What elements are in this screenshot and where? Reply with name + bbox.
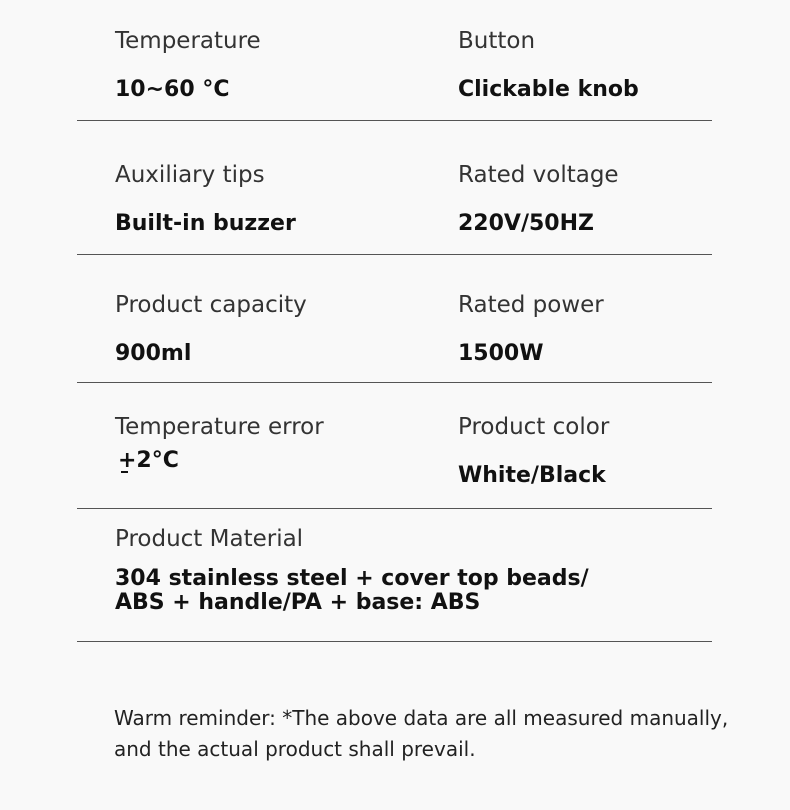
warm-reminder-line-1: Warm reminder: *The above data are all measured manually, — [114, 706, 729, 730]
row-divider — [77, 508, 712, 509]
rated-power-value: 1500W — [458, 341, 544, 366]
product-material-label: Product Material — [115, 526, 304, 552]
auxiliary-tips-value: Built-in buzzer — [115, 211, 296, 236]
product-color-value: White/Black — [458, 463, 606, 488]
temperature-error-label: Temperature error — [115, 414, 324, 440]
row-divider — [77, 382, 712, 383]
warm-reminder — [114, 703, 754, 765]
rated-power-label: Rated power — [458, 292, 604, 318]
rated-voltage-value: 220V/50HZ — [458, 211, 594, 236]
warm-reminder-line-2: and the actual product shall prevail. — [114, 737, 476, 761]
product-material-line-1: 304 stainless steel + cover top beads/ — [115, 566, 589, 591]
plus-minus-underline — [121, 471, 128, 473]
row-divider — [77, 120, 712, 121]
button-value: Clickable knob — [458, 77, 639, 102]
row-divider — [77, 641, 712, 642]
auxiliary-tips-label: Auxiliary tips — [115, 162, 265, 188]
temperature-label: Temperature — [115, 28, 261, 54]
product-material-value — [115, 567, 715, 615]
button-label: Button — [458, 28, 536, 54]
product-color-label: Product color — [458, 414, 610, 440]
rated-voltage-label: Rated voltage — [458, 162, 619, 188]
temperature-value: 10~60 °C — [115, 77, 230, 102]
product-capacity-value: 900ml — [115, 341, 192, 366]
row-divider — [77, 254, 712, 255]
temperature-error-value — [118, 448, 179, 473]
product-capacity-label: Product capacity — [115, 292, 307, 318]
product-material-line-2: ABS + handle/PA + base: ABS — [115, 590, 481, 615]
temperature-error-text: +2°C — [118, 448, 179, 473]
